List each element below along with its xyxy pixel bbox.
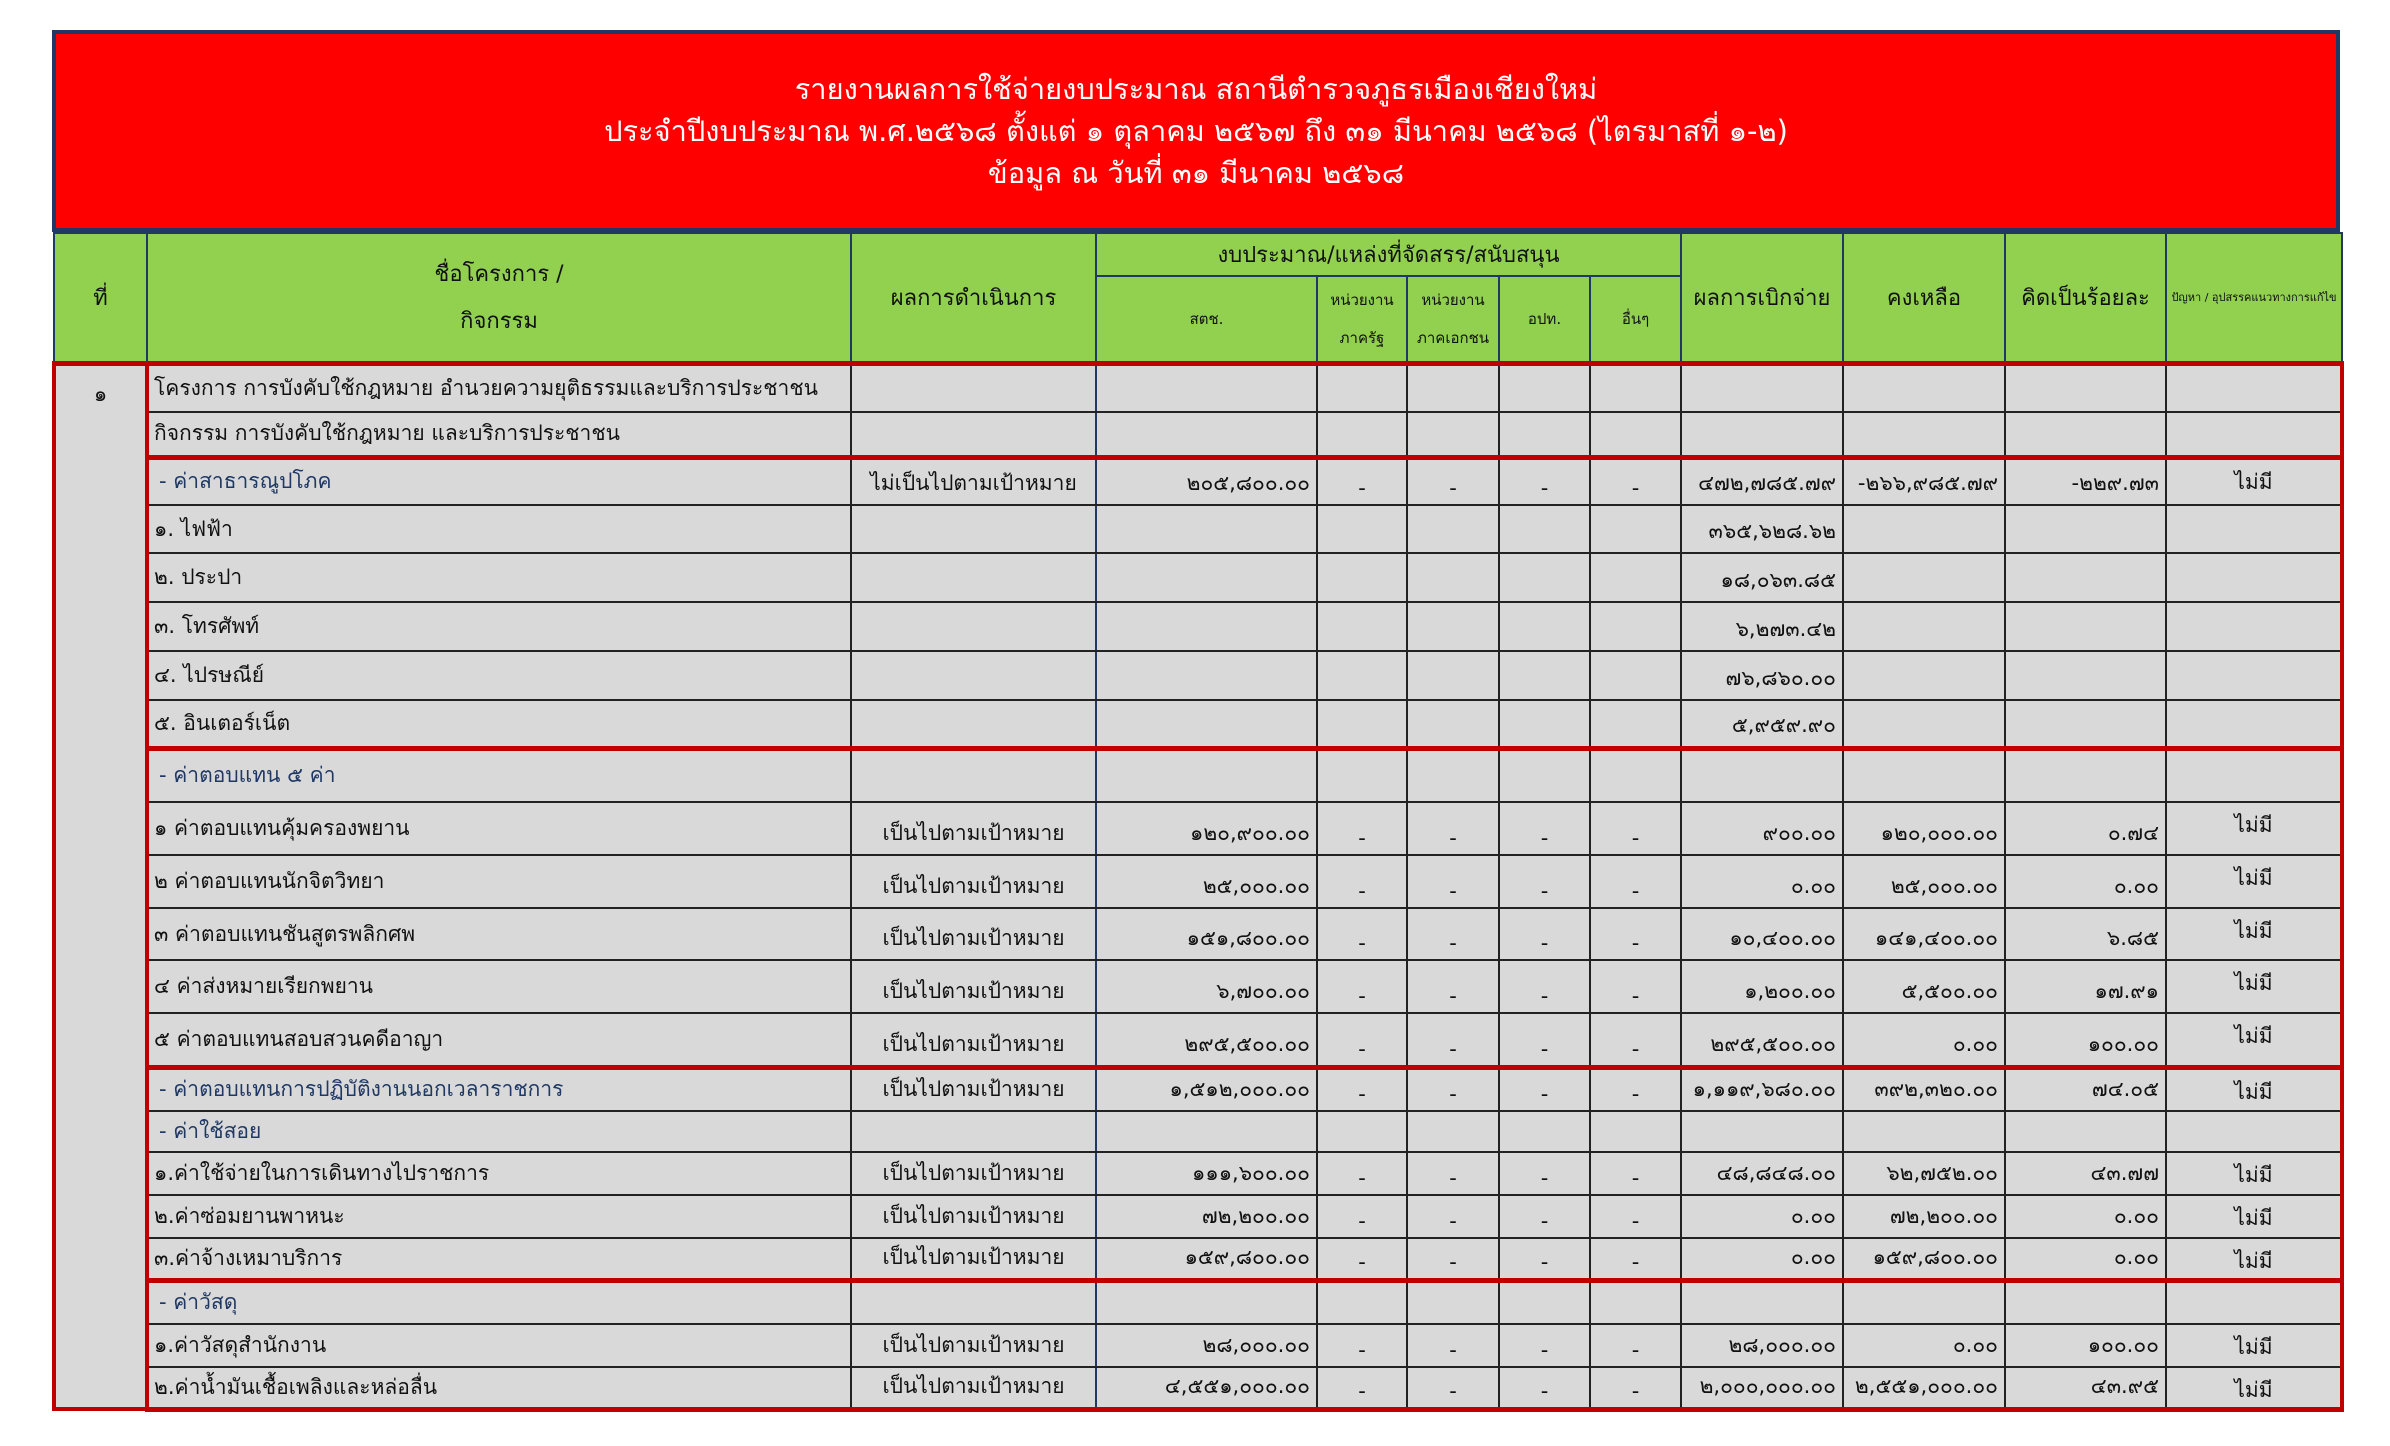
item-row [54, 1013, 2342, 1067]
disbursed-cell: ๓๖๕,๖๒๘.๖๒ [1681, 505, 1843, 553]
disbursed-cell: ๖,๒๗๓.๔๒ [1681, 602, 1843, 651]
budget-police-cell [1096, 553, 1317, 602]
result-cell: ไม่เป็นไปตามเป้าหมาย [851, 457, 1096, 505]
budget-other-cell: - [1590, 1324, 1681, 1367]
header-disbursed: ผลการเบิกจ่าย [1681, 233, 1843, 363]
row-name: - ค่าสาธารณูปโภค [147, 457, 851, 505]
percent-cell: ๗๔.๐๕ [2005, 1067, 2166, 1111]
header-src-police: สตช. [1096, 276, 1317, 363]
budget-police-cell: ๒๙๕,๕๐๐.๐๐ [1096, 1013, 1317, 1067]
budget-other-cell: - [1590, 457, 1681, 505]
budget-local-cell: - [1499, 1324, 1590, 1367]
budget-police-cell: ๒๕,๐๐๐.๐๐ [1096, 855, 1317, 908]
disbursed-cell [1681, 1111, 1843, 1152]
budget-gov-cell: - [1317, 1013, 1407, 1067]
budget-gov-cell: - [1317, 1367, 1407, 1410]
problem-cell: ไม่มี [2166, 1067, 2342, 1111]
budget-gov-cell: - [1317, 1238, 1407, 1281]
budget-gov-cell: - [1317, 1324, 1407, 1367]
row-name: ๑.ค่าวัสดุสำนักงาน [147, 1324, 851, 1367]
budget-local-cell: - [1499, 802, 1590, 855]
result-cell: เป็นไปตามเป้าหมาย [851, 855, 1096, 908]
result-cell: เป็นไปตามเป้าหมาย [851, 1238, 1096, 1281]
budget-police-cell: ๖,๗๐๐.๐๐ [1096, 960, 1317, 1013]
budget-police-cell: ๑๕๙,๘๐๐.๐๐ [1096, 1238, 1317, 1281]
budget-private-cell: - [1407, 908, 1499, 960]
budget-local-cell [1499, 412, 1590, 457]
budget-private-cell [1407, 505, 1499, 553]
percent-cell [2005, 602, 2166, 651]
budget-private-cell [1407, 553, 1499, 602]
problem-cell: ไม่มี [2166, 1238, 2342, 1281]
problem-cell: ไม่มี [2166, 960, 2342, 1013]
category-row [54, 1111, 2342, 1152]
budget-private-cell: - [1407, 960, 1499, 1013]
budget-private-cell [1407, 1281, 1499, 1324]
disbursed-cell: ๒๘,๐๐๐.๐๐ [1681, 1324, 1843, 1367]
budget-private-cell: - [1407, 855, 1499, 908]
item-row [54, 855, 2342, 908]
header-budget-group: งบประมาณ/แหล่งที่จัดสรร/สนับสนุน [1096, 233, 1681, 276]
category-row [54, 1281, 2342, 1324]
project-row [54, 363, 2342, 412]
row-name: ๒.ค่าน้ำมันเชื้อเพลิงและหล่อลื่น [147, 1367, 851, 1410]
budget-other-cell [1590, 651, 1681, 700]
budget-private-cell: - [1407, 457, 1499, 505]
budget-gov-cell [1317, 700, 1407, 748]
header-project [147, 233, 851, 363]
budget-other-cell: - [1590, 1067, 1681, 1111]
problem-cell: ไม่มี [2166, 1013, 2342, 1067]
percent-cell [2005, 1111, 2166, 1152]
result-cell [851, 700, 1096, 748]
budget-local-cell: - [1499, 1238, 1590, 1281]
row-name: ๑.ค่าใช้จ่ายในการเดินทางไปราชการ [147, 1152, 851, 1195]
result-cell: เป็นไปตามเป้าหมาย [851, 1324, 1096, 1367]
item-row [54, 1238, 2342, 1281]
percent-cell: ๑๐๐.๐๐ [2005, 1013, 2166, 1067]
budget-police-cell [1096, 602, 1317, 651]
budget-other-cell [1590, 700, 1681, 748]
project-row [54, 412, 2342, 457]
table-body [54, 363, 2342, 1409]
budget-local-cell: - [1499, 1195, 1590, 1238]
budget-gov-cell [1317, 1281, 1407, 1324]
disbursed-cell: ๑,๑๑๙,๖๘๐.๐๐ [1681, 1067, 1843, 1111]
percent-cell [2005, 700, 2166, 748]
percent-cell: ๔๓.๙๕ [2005, 1367, 2166, 1410]
budget-gov-cell: - [1317, 1067, 1407, 1111]
result-cell: เป็นไปตามเป้าหมาย [851, 1013, 1096, 1067]
problem-cell: ไม่มี [2166, 1195, 2342, 1238]
problem-cell [2166, 651, 2342, 700]
budget-private-cell [1407, 748, 1499, 802]
budget-other-cell [1590, 602, 1681, 651]
budget-local-cell: - [1499, 1152, 1590, 1195]
result-cell: เป็นไปตามเป้าหมาย [851, 1067, 1096, 1111]
disbursed-cell: ๔๘,๘๔๘.๐๐ [1681, 1152, 1843, 1195]
row-name: - ค่าตอบแทนการปฏิบัติงานนอกเวลาราชการ [147, 1067, 851, 1111]
result-cell: เป็นไปตามเป้าหมาย [851, 1367, 1096, 1410]
budget-other-cell [1590, 505, 1681, 553]
percent-cell [2005, 651, 2166, 700]
item-row [54, 1195, 2342, 1238]
budget-private-cell: - [1407, 1067, 1499, 1111]
disbursed-cell: ๑๘,๐๖๓.๘๕ [1681, 553, 1843, 602]
budget-police-cell: ๑๕๑,๘๐๐.๐๐ [1096, 908, 1317, 960]
budget-other-cell: - [1590, 855, 1681, 908]
result-cell [851, 1111, 1096, 1152]
item-row [54, 908, 2342, 960]
budget-private-cell [1407, 602, 1499, 651]
budget-gov-cell: - [1317, 855, 1407, 908]
result-cell [851, 651, 1096, 700]
disbursed-cell: ๐.๐๐ [1681, 1238, 1843, 1281]
disbursed-cell: ๑,๒๐๐.๐๐ [1681, 960, 1843, 1013]
table-header [54, 233, 2342, 363]
category-row [54, 457, 2342, 505]
budget-police-cell: ๑๒๐,๙๐๐.๐๐ [1096, 802, 1317, 855]
budget-local-cell [1499, 553, 1590, 602]
disbursed-cell: ๐.๐๐ [1681, 1195, 1843, 1238]
remaining-cell: ๑๕๙,๘๐๐.๐๐ [1843, 1238, 2005, 1281]
remaining-cell [1843, 748, 2005, 802]
remaining-cell [1843, 1111, 2005, 1152]
budget-local-cell [1499, 651, 1590, 700]
remaining-cell: ๓๙๒,๓๒๐.๐๐ [1843, 1067, 2005, 1111]
row-name: ๓ ค่าตอบแทนชันสูตรพลิกศพ [147, 908, 851, 960]
budget-gov-cell: - [1317, 1152, 1407, 1195]
problem-cell: ไม่มี [2166, 855, 2342, 908]
report-title [52, 30, 2340, 232]
budget-private-cell [1407, 700, 1499, 748]
budget-local-cell: - [1499, 1013, 1590, 1067]
remaining-cell: -๒๖๖,๙๘๕.๗๙ [1843, 457, 2005, 505]
row-name: ๔. ไปรษณีย์ [147, 651, 851, 700]
budget-gov-cell [1317, 412, 1407, 457]
budget-other-cell [1590, 363, 1681, 412]
row-name: - ค่าวัสดุ [147, 1281, 851, 1324]
item-row [54, 700, 2342, 748]
budget-gov-cell [1317, 1111, 1407, 1152]
header-src-gov [1317, 276, 1407, 363]
budget-police-cell: ๔,๕๕๑,๐๐๐.๐๐ [1096, 1367, 1317, 1410]
problem-cell [2166, 1111, 2342, 1152]
budget-other-cell [1590, 412, 1681, 457]
item-row [54, 960, 2342, 1013]
budget-gov-cell: - [1317, 457, 1407, 505]
item-row [54, 1367, 2342, 1410]
result-cell: เป็นไปตามเป้าหมาย [851, 802, 1096, 855]
row-name: ๒. ประปา [147, 553, 851, 602]
row-name: กิจกรรม การบังคับใช้กฎหมาย และบริการประชาชน [147, 412, 851, 457]
percent-cell [2005, 553, 2166, 602]
header-src-private [1407, 276, 1499, 363]
budget-police-cell: ๑๑๑,๖๐๐.๐๐ [1096, 1152, 1317, 1195]
result-cell [851, 602, 1096, 651]
budget-other-cell [1590, 748, 1681, 802]
result-cell: เป็นไปตามเป้าหมาย [851, 1195, 1096, 1238]
percent-cell [2005, 412, 2166, 457]
result-cell [851, 505, 1096, 553]
budget-local-cell: - [1499, 1367, 1590, 1410]
disbursed-cell: ๕,๙๕๙.๙๐ [1681, 700, 1843, 748]
budget-private-cell: - [1407, 1238, 1499, 1281]
budget-other-cell: - [1590, 908, 1681, 960]
header-src-other: อื่นๆ [1590, 276, 1681, 363]
header-src-gov-line1: หน่วยงาน [1330, 290, 1394, 309]
remaining-cell: ๒,๕๕๑,๐๐๐.๐๐ [1843, 1367, 2005, 1410]
header-project-line1: ชื่อโครงการ / [434, 262, 564, 288]
row-name: - ค่าตอบแทน ๕ ค่า [147, 748, 851, 802]
budget-private-cell: - [1407, 1195, 1499, 1238]
budget-local-cell: - [1499, 960, 1590, 1013]
problem-cell: ไม่มี [2166, 457, 2342, 505]
budget-local-cell [1499, 363, 1590, 412]
budget-local-cell [1499, 602, 1590, 651]
row-name: ๑ ค่าตอบแทนคุ้มครองพยาน [147, 802, 851, 855]
budget-local-cell: - [1499, 457, 1590, 505]
remaining-cell: ๒๕,๐๐๐.๐๐ [1843, 855, 2005, 908]
budget-police-cell: ๒๐๕,๘๐๐.๐๐ [1096, 457, 1317, 505]
remaining-cell [1843, 651, 2005, 700]
item-row [54, 553, 2342, 602]
disbursed-cell: ๗๖,๘๖๐.๐๐ [1681, 651, 1843, 700]
category-row [54, 748, 2342, 802]
title-line-1: รายงานผลการใช้จ่ายงบประมาณ สถานีตำรวจภูธรเมืองเชียงใหม่ [794, 72, 1598, 106]
result-cell [851, 553, 1096, 602]
percent-cell: ๐.๐๐ [2005, 855, 2166, 908]
remaining-cell: ๗๒,๒๐๐.๐๐ [1843, 1195, 2005, 1238]
row-name: ๒.ค่าซ่อมยานพาหนะ [147, 1195, 851, 1238]
result-cell: เป็นไปตามเป้าหมาย [851, 960, 1096, 1013]
percent-cell: ๖.๘๕ [2005, 908, 2166, 960]
percent-cell [2005, 748, 2166, 802]
item-row [54, 505, 2342, 553]
budget-private-cell: - [1407, 1152, 1499, 1195]
problem-cell [2166, 1281, 2342, 1324]
item-row [54, 602, 2342, 651]
row-name: ๓. โทรศัพท์ [147, 602, 851, 651]
budget-police-cell [1096, 412, 1317, 457]
budget-other-cell: - [1590, 802, 1681, 855]
remaining-cell: ๖๒,๗๕๒.๐๐ [1843, 1152, 2005, 1195]
budget-private-cell [1407, 412, 1499, 457]
budget-private-cell: - [1407, 1324, 1499, 1367]
disbursed-cell: ๐.๐๐ [1681, 855, 1843, 908]
remaining-cell: ๐.๐๐ [1843, 1324, 2005, 1367]
header-problems: ปัญหา / อุปสรรคแนวทางการแก้ไข [2166, 233, 2342, 363]
budget-police-cell [1096, 363, 1317, 412]
percent-cell: ๑๗.๙๑ [2005, 960, 2166, 1013]
budget-gov-cell: - [1317, 802, 1407, 855]
percent-cell [2005, 505, 2166, 553]
problem-cell: ไม่มี [2166, 802, 2342, 855]
budget-local-cell [1499, 1281, 1590, 1324]
budget-gov-cell [1317, 748, 1407, 802]
header-remaining: คงเหลือ [1843, 233, 2005, 363]
item-row [54, 1152, 2342, 1195]
header-src-private-line1: หน่วยงาน [1421, 290, 1485, 309]
budget-gov-cell: - [1317, 908, 1407, 960]
header-src-gov-line2: ภาครัฐ [1339, 328, 1385, 347]
remaining-cell [1843, 1281, 2005, 1324]
budget-gov-cell: - [1317, 1195, 1407, 1238]
budget-other-cell: - [1590, 1238, 1681, 1281]
budget-private-cell: - [1407, 1013, 1499, 1067]
budget-police-cell: ๗๒,๒๐๐.๐๐ [1096, 1195, 1317, 1238]
budget-local-cell: - [1499, 908, 1590, 960]
budget-local-cell [1499, 700, 1590, 748]
budget-police-cell: ๑,๕๑๒,๐๐๐.๐๐ [1096, 1067, 1317, 1111]
remaining-cell [1843, 363, 2005, 412]
problem-cell [2166, 748, 2342, 802]
remaining-cell [1843, 412, 2005, 457]
budget-gov-cell [1317, 505, 1407, 553]
category-row [54, 1067, 2342, 1111]
problem-cell [2166, 602, 2342, 651]
percent-cell [2005, 1281, 2166, 1324]
problem-cell: ไม่มี [2166, 1152, 2342, 1195]
percent-cell [2005, 363, 2166, 412]
remaining-cell [1843, 505, 2005, 553]
budget-police-cell [1096, 1281, 1317, 1324]
remaining-cell: ๕,๕๐๐.๐๐ [1843, 960, 2005, 1013]
problem-cell: ไม่มี [2166, 1367, 2342, 1410]
percent-cell: ๑๐๐.๐๐ [2005, 1324, 2166, 1367]
result-cell [851, 748, 1096, 802]
budget-gov-cell [1317, 363, 1407, 412]
budget-gov-cell [1317, 602, 1407, 651]
remaining-cell: ๐.๐๐ [1843, 1013, 2005, 1067]
budget-other-cell: - [1590, 960, 1681, 1013]
header-src-private-line2: ภาคเอกชน [1417, 328, 1489, 347]
percent-cell: ๐.๐๐ [2005, 1195, 2166, 1238]
title-line-3: ข้อมูล ณ วันที่ ๓๑ มีนาคม ๒๕๖๘ [987, 156, 1405, 190]
disbursed-cell: ๒,๐๐๐,๐๐๐.๐๐ [1681, 1367, 1843, 1410]
disbursed-cell [1681, 1281, 1843, 1324]
result-cell [851, 1281, 1096, 1324]
row-name: - ค่าใช้สอย [147, 1111, 851, 1152]
budget-local-cell: - [1499, 855, 1590, 908]
problem-cell [2166, 363, 2342, 412]
percent-cell: ๐.๗๔ [2005, 802, 2166, 855]
budget-gov-cell [1317, 553, 1407, 602]
budget-other-cell [1590, 1111, 1681, 1152]
percent-cell: ๔๓.๗๗ [2005, 1152, 2166, 1195]
budget-gov-cell: - [1317, 960, 1407, 1013]
problem-cell: ไม่มี [2166, 908, 2342, 960]
budget-local-cell [1499, 505, 1590, 553]
budget-table [52, 232, 2344, 1412]
row-name: ๒ ค่าตอบแทนนักจิตวิทยา [147, 855, 851, 908]
budget-local-cell [1499, 748, 1590, 802]
item-row [54, 651, 2342, 700]
budget-private-cell [1407, 1111, 1499, 1152]
budget-private-cell [1407, 363, 1499, 412]
budget-police-cell: ๒๘,๐๐๐.๐๐ [1096, 1324, 1317, 1367]
row-name: ๕. อินเตอร์เน็ต [147, 700, 851, 748]
disbursed-cell: ๙๐๐.๐๐ [1681, 802, 1843, 855]
disbursed-cell: ๔๗๒,๗๘๕.๗๙ [1681, 457, 1843, 505]
budget-other-cell [1590, 1281, 1681, 1324]
remaining-cell [1843, 553, 2005, 602]
result-cell: เป็นไปตามเป้าหมาย [851, 908, 1096, 960]
budget-report [52, 30, 2340, 1412]
budget-private-cell: - [1407, 1367, 1499, 1410]
remaining-cell [1843, 700, 2005, 748]
problem-cell [2166, 700, 2342, 748]
budget-other-cell [1590, 553, 1681, 602]
row-name: ๓.ค่าจ้างเหมาบริการ [147, 1238, 851, 1281]
disbursed-cell [1681, 363, 1843, 412]
problem-cell [2166, 412, 2342, 457]
header-src-local: อปท. [1499, 276, 1590, 363]
budget-other-cell: - [1590, 1013, 1681, 1067]
budget-police-cell [1096, 505, 1317, 553]
result-cell: เป็นไปตามเป้าหมาย [851, 1152, 1096, 1195]
percent-cell: -๒๒๙.๗๓ [2005, 457, 2166, 505]
row-name: ๑. ไฟฟ้า [147, 505, 851, 553]
row-name: ๕ ค่าตอบแทนสอบสวนคดีอาญา [147, 1013, 851, 1067]
header-result: ผลการดำเนินการ [851, 233, 1096, 363]
problem-cell: ไม่มี [2166, 1324, 2342, 1367]
remaining-cell [1843, 602, 2005, 651]
header-percent: คิดเป็นร้อยละ [2005, 233, 2166, 363]
percent-cell: ๐.๐๐ [2005, 1238, 2166, 1281]
row-name: โครงการ การบังคับใช้กฎหมาย อำนวยความยุติธรรมและบริการประชาชน [147, 363, 851, 412]
disbursed-cell: ๒๙๕,๕๐๐.๐๐ [1681, 1013, 1843, 1067]
budget-other-cell: - [1590, 1152, 1681, 1195]
result-cell [851, 363, 1096, 412]
item-row [54, 802, 2342, 855]
budget-police-cell [1096, 700, 1317, 748]
problem-cell [2166, 553, 2342, 602]
budget-gov-cell [1317, 651, 1407, 700]
budget-local-cell [1499, 1111, 1590, 1152]
budget-other-cell: - [1590, 1367, 1681, 1410]
budget-private-cell: - [1407, 802, 1499, 855]
header-no: ที่ [54, 233, 147, 363]
disbursed-cell: ๑๐,๔๐๐.๐๐ [1681, 908, 1843, 960]
budget-police-cell [1096, 651, 1317, 700]
budget-police-cell [1096, 748, 1317, 802]
problem-cell [2166, 505, 2342, 553]
remaining-cell: ๑๒๐,๐๐๐.๐๐ [1843, 802, 2005, 855]
budget-local-cell: - [1499, 1067, 1590, 1111]
remaining-cell: ๑๔๑,๔๐๐.๐๐ [1843, 908, 2005, 960]
header-project-line2: กิจกรรม [460, 309, 538, 335]
disbursed-cell [1681, 748, 1843, 802]
budget-private-cell [1407, 651, 1499, 700]
result-cell [851, 412, 1096, 457]
budget-police-cell [1096, 1111, 1317, 1152]
disbursed-cell [1681, 412, 1843, 457]
budget-other-cell: - [1590, 1195, 1681, 1238]
row-name: ๔ ค่าส่งหมายเรียกพยาน [147, 960, 851, 1013]
item-row [54, 1324, 2342, 1367]
title-line-2: ประจำปีงบประมาณ พ.ศ.๒๕๖๘ ตั้งแต่ ๑ ตุลาคม ๒๕๖๗ ถึง ๓๑ มีนาคม ๒๕๖๘ (ไตรมาสที่ ๑-๒) [604, 114, 1788, 148]
project-number: ๑ [54, 363, 147, 1409]
